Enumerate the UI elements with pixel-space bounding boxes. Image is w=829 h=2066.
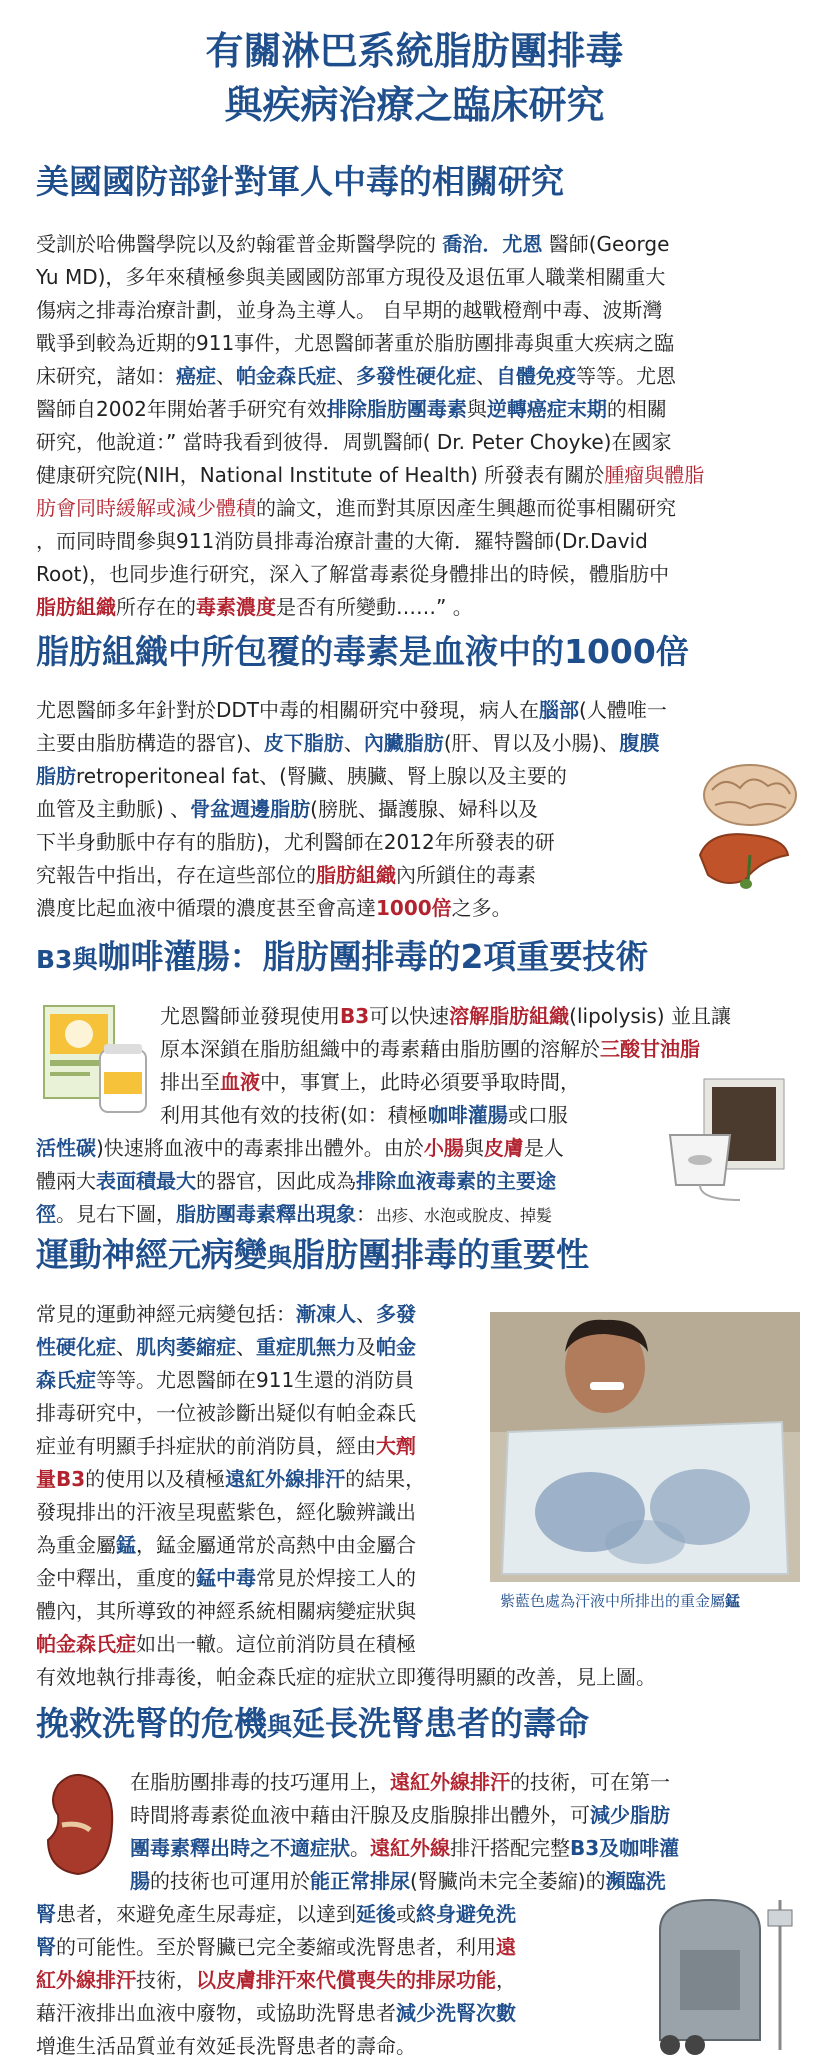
emphasis-text: 錳 — [116, 1533, 136, 1557]
body-text: 尤恩醫師並發現使用 — [160, 1004, 340, 1028]
body-text: 可以快速 — [369, 1004, 450, 1028]
section-5-body-indent — [130, 1766, 800, 1898]
text-line — [160, 1000, 800, 1033]
body-text: 體兩大 — [36, 1169, 96, 1193]
text-line — [36, 1931, 636, 1964]
body-text: 技術， — [136, 1968, 196, 1992]
text-line — [36, 360, 796, 393]
body-text: 、 — [336, 364, 356, 388]
emphasis-text: 咖啡灌腸 — [427, 1103, 508, 1127]
body-text: (肝、胃以及小腸)、 — [443, 731, 620, 755]
body-text: 增進生活品質並有效延長洗腎患者的壽命。 — [36, 2034, 416, 2058]
section-4-body — [36, 1298, 486, 1661]
heading-and: 與 — [267, 1243, 293, 1272]
text-line — [36, 393, 796, 426]
far-infrared-sauna-illustration — [640, 1890, 800, 2060]
emphasis-text: 排除脂肪團毒素 — [326, 397, 467, 421]
section-2-heading: 脂肪組織中所包覆的毒素是血液中的1000倍 — [36, 632, 689, 671]
body-text: 利用其他有效的技術(如：積極 — [160, 1103, 428, 1127]
emphasis-text: 溶解脂肪組織 — [449, 1004, 570, 1028]
emphasis-text: 紅外線排汗 — [36, 1968, 136, 1992]
body-text: 、 — [356, 1302, 376, 1326]
text-line — [36, 591, 796, 624]
body-text: 常見於焊接工人的 — [256, 1566, 416, 1590]
text-line — [36, 694, 796, 727]
body-text: 排毒研究中，一位被診斷出疑似有帕金森氏 — [36, 1401, 416, 1425]
section-3-heading — [36, 935, 648, 982]
emphasis-text: 多發 — [376, 1302, 416, 1326]
emphasis-text: 逆轉癌症末期 — [486, 397, 607, 421]
emphasis-text: 遠紅外線排汗 — [225, 1467, 346, 1491]
emphasis-text: 皮下脂肪 — [263, 731, 344, 755]
caption-emphasis: 錳 — [725, 1592, 741, 1610]
kidney-illustration — [40, 1770, 120, 1880]
body-text: 下半身動脈中存有的脂肪)，尤利醫師在2012年所發表的研 — [36, 830, 555, 854]
section-4-last-line — [36, 1661, 796, 1694]
text-line — [36, 1298, 486, 1331]
heading-and: 與 — [267, 1712, 293, 1741]
text-line — [130, 1832, 800, 1865]
body-text: ，而同時間參與911消防員排毒治療計畫的大衛．羅特醫師(Dr.David — [36, 529, 648, 553]
text-line — [36, 294, 796, 327]
text-line — [36, 228, 796, 261]
body-text: 所存在的 — [116, 595, 196, 619]
body-text: 的技術，可在第一 — [510, 1770, 670, 1794]
emphasis-text: B3及咖啡灌 — [570, 1836, 680, 1860]
section-2-body — [36, 694, 796, 925]
emphasis-text: 血液 — [220, 1070, 260, 1094]
emphasis-text: 腎 — [36, 1935, 56, 1959]
body-text: retroperitoneal fat、(腎臟、胰臟、腎上腺以及主要的 — [76, 764, 567, 788]
text-line — [36, 558, 796, 591]
heading-part-a: 運動神經元病變 — [36, 1235, 267, 1274]
body-text: 的器官，因此成為 — [196, 1169, 356, 1193]
body-text: 是人 — [523, 1136, 564, 1160]
text-line — [36, 1562, 486, 1595]
body-text: Yu MD)，多年來積極參與美國國防部軍方現役及退伍軍人職業相關重大 — [36, 265, 666, 289]
body-text: 究報告中指出，存在這些部位的 — [36, 863, 316, 887]
text-line — [36, 1661, 796, 1694]
emphasis-text: 帕金 — [376, 1335, 416, 1359]
text-line — [36, 1364, 486, 1397]
body-text: 戰爭到較為近期的911事件，尤恩醫師著重於脂肪團排毒與重大疾病之臨 — [36, 331, 675, 355]
text-line — [36, 727, 796, 760]
brain-liver-illustration — [690, 760, 800, 900]
body-text: 研究，他說道：” 當時我看到彼得．周凱醫師( Dr. Peter Choyke)在國家 — [36, 430, 672, 454]
text-line — [36, 327, 796, 360]
emphasis-text: 脂肪團毒素釋出現象 — [176, 1202, 356, 1226]
text-line — [36, 1628, 486, 1661]
page-title-line-1: 有關淋巴系統脂肪團排毒 — [205, 29, 624, 73]
emphasis-text: 遠紅外線排汗 — [390, 1770, 510, 1794]
body-text: 為重金屬 — [36, 1533, 116, 1557]
emphasis-text: 延後 — [356, 1902, 396, 1926]
emphasis-text: 肪會同時緩解或減少體積 — [36, 496, 256, 520]
body-text: 患者，來避免產生尿毒症，以達到 — [56, 1902, 356, 1926]
heading-b3: B3 — [36, 945, 73, 974]
emphasis-text: 瀕臨洗 — [605, 1869, 666, 1893]
text-line — [36, 261, 796, 294]
emphasis-text: 脂肪 — [36, 764, 76, 788]
emphasis-text: 脂肪組織 — [36, 595, 116, 619]
text-line — [36, 525, 796, 558]
emphasis-text: 帕金森氏症 — [36, 1632, 136, 1656]
caption-text: 紫藍色處為汗液中所排出的重金屬 — [500, 1592, 726, 1610]
heading-part-b: 延長洗腎患者的壽命 — [292, 1704, 590, 1743]
emphasis-text: 減少脂肪 — [590, 1803, 670, 1827]
emphasis-text: 多發性硬化症 — [356, 364, 476, 388]
text-line — [36, 1898, 636, 1931]
emphasis-text: 森氏症 — [36, 1368, 96, 1392]
firefighter-sweat-towel-photo — [490, 1312, 800, 1582]
body-text: 的可能性。至於腎臟已完全萎縮或洗腎患者，利用 — [56, 1935, 496, 1959]
body-text: 藉汗液排出血液中廢物，或協助洗腎患者 — [36, 2001, 396, 2025]
heading-and: 與 — [72, 945, 98, 974]
body-text: 或 — [396, 1902, 416, 1926]
text-line — [36, 793, 796, 826]
emphasis-text: 重症肌無力 — [256, 1335, 356, 1359]
body-text: ，錳金屬通常於高熱中由金屬合 — [136, 1533, 416, 1557]
body-text: 健康研究院(NIH，National Institute of Health) 所發表有關於 — [36, 463, 605, 487]
body-text: 、 — [216, 364, 236, 388]
text-line — [36, 1997, 636, 2030]
heading-part-b: 脂肪團排毒的重要性 — [292, 1235, 590, 1274]
emphasis-text: 徑 — [36, 1202, 56, 1226]
emphasis-text: 以皮膚排汗來代償喪失的排尿功能 — [196, 1968, 496, 1992]
body-text: 的結果， — [345, 1467, 426, 1491]
body-text: (腎臟尚未完全萎縮)的 — [410, 1869, 606, 1893]
emphasis-text: 漸凍人 — [296, 1302, 356, 1326]
emphasis-text: 遠紅外線 — [370, 1836, 450, 1860]
emphasis-text: 排除血液毒素的主要途 — [356, 1169, 556, 1193]
emphasis-text: 三酸甘油脂 — [600, 1037, 700, 1061]
text-line — [36, 426, 796, 459]
body-text: 時間將毒素從血液中藉由汗腺及皮脂腺排出體外，可 — [130, 1803, 590, 1827]
body-text: 排出至 — [160, 1070, 220, 1094]
emphasis-text: 腦部 — [539, 698, 580, 722]
body-text: 與 — [463, 1136, 484, 1160]
emphasis-text: B3 — [340, 1004, 370, 1028]
heading-part-a: 挽救洗腎的危機 — [36, 1704, 267, 1743]
body-text: 醫師(George — [542, 232, 670, 256]
text-line — [36, 1496, 486, 1529]
body-text: 內所鎖住的毒素 — [396, 863, 536, 887]
body-text: Root)，也同步進行研究，深入了解當毒素從身體排出的時候，體脂肪中 — [36, 562, 670, 586]
text-line — [36, 892, 796, 925]
section-1-heading: 美國國防部針對軍人中毒的相關研究 — [36, 162, 564, 201]
section-5-heading — [36, 1702, 589, 1749]
body-text: 的使用以及積極 — [85, 1467, 226, 1491]
emphasis-text: 腸 — [130, 1869, 150, 1893]
text-line — [36, 1964, 636, 1997]
body-text: ， — [496, 1968, 516, 1992]
body-text: 之多。 — [451, 896, 512, 920]
emphasis-text: 皮膚 — [483, 1136, 524, 1160]
text-line — [36, 1463, 486, 1496]
body-text: 等等。尤恩醫師在911生還的消防員 — [96, 1368, 415, 1392]
body-text: 的技術也可運用於 — [150, 1869, 310, 1893]
emphasis-text: 骨盆週邊脂肪 — [190, 797, 311, 821]
emphasis-text: 量B3 — [36, 1467, 86, 1491]
section-5-body — [36, 1898, 636, 2063]
body-text: 主要由脂肪構造的器官)、 — [36, 731, 264, 755]
body-text: 、 — [476, 364, 496, 388]
body-text: 傷病之排毒治療計劃，並身為主導人。 自早期的越戰橙劑中毒、波斯灣 — [36, 298, 663, 322]
body-text: 醫師自2002年開始著手研究有效 — [36, 397, 327, 421]
emphasis-text: 終身避免洗 — [416, 1902, 516, 1926]
emphasis-text: 喬治．尤恩 — [442, 232, 543, 256]
body-text: 或口服 — [507, 1103, 568, 1127]
emphasis-text: 1000倍 — [376, 896, 452, 920]
body-text: 受訓於哈佛醫學院以及約翰霍普金斯醫學院的 — [36, 232, 443, 256]
body-text: 在脂肪團排毒的技巧運用上， — [130, 1770, 390, 1794]
coffee-enema-kit-illustration — [660, 1075, 800, 1205]
emphasis-text: 癌症 — [176, 364, 216, 388]
text-line — [160, 1033, 800, 1066]
body-text: )快速將血液中的毒素排出體外。由於 — [96, 1136, 424, 1160]
emphasis-text: 內臟脂肪 — [363, 731, 444, 755]
section-1-body — [36, 228, 796, 624]
body-text: 。 — [350, 1836, 370, 1860]
emphasis-text: 帕金森氏症 — [236, 364, 336, 388]
text-line — [36, 1331, 486, 1364]
page-title-line-2: 與疾病治療之臨床研究 — [224, 83, 605, 127]
body-text: (人體唯一 — [579, 698, 667, 722]
b3-product-illustration — [38, 1000, 158, 1120]
body-text: 尤恩醫師多年針對於DDT中毒的相關研究中發現，病人在 — [36, 698, 540, 722]
text-line — [36, 492, 796, 525]
emphasis-text: 能正常排尿 — [310, 1869, 410, 1893]
body-text: 與 — [466, 397, 487, 421]
body-text: 床研究，諸如： — [36, 364, 176, 388]
emphasis-text: 出疹、水泡或脫皮、掉髮 — [376, 1206, 553, 1225]
text-line — [36, 826, 796, 859]
body-text: 濃度比起血液中循環的濃度甚至會高達 — [36, 896, 376, 920]
text-line — [36, 2030, 636, 2063]
body-text: 、 — [236, 1335, 256, 1359]
emphasis-text: 脂肪組織 — [316, 863, 396, 887]
emphasis-text: 腫瘤與體脂 — [604, 463, 705, 487]
body-text: 的論文，進而對其原因產生興趣而從事相關研究 — [256, 496, 676, 520]
emphasis-text: 減少洗腎次數 — [396, 2001, 516, 2025]
body-text: 血管及主動脈) 、 — [36, 797, 191, 821]
body-text: 症並有明顯手抖症狀的前消防員，經由 — [36, 1434, 376, 1458]
text-line — [36, 760, 796, 793]
body-text: 、 — [116, 1335, 136, 1359]
body-text: ： — [356, 1202, 376, 1226]
body-text: 等等。尤恩 — [576, 364, 676, 388]
section-4-heading — [36, 1233, 589, 1280]
body-text: 、 — [343, 731, 364, 755]
text-line — [36, 1397, 486, 1430]
emphasis-text: 腎 — [36, 1902, 56, 1926]
emphasis-text: 自體免疫 — [496, 364, 576, 388]
text-line — [130, 1766, 800, 1799]
emphasis-text: 小腸 — [423, 1136, 464, 1160]
body-text: 金中釋出，重度的 — [36, 1566, 196, 1590]
emphasis-text: 表面積最大 — [96, 1169, 196, 1193]
emphasis-text: 遠 — [496, 1935, 516, 1959]
body-text: 。見右下圖， — [56, 1202, 176, 1226]
text-line — [36, 1430, 486, 1463]
body-text: 常見的運動神經元病變包括： — [36, 1302, 296, 1326]
photo-caption — [500, 1590, 740, 1611]
text-line — [36, 859, 796, 892]
body-text: 是否有所變動……” 。 — [276, 595, 473, 619]
text-line — [36, 1595, 486, 1628]
text-line — [36, 459, 796, 492]
body-text: (膀胱、攝護腺、婦科以及 — [310, 797, 538, 821]
body-text: 有效地執行排毒後，帕金森氏症的症狀立即獲得明顯的改善，見上圖。 — [36, 1665, 656, 1689]
body-text: 及 — [356, 1335, 376, 1359]
body-text: 的相關 — [606, 397, 667, 421]
emphasis-text: 團毒素釋出時之不適症狀 — [130, 1836, 350, 1860]
emphasis-text: 腹膜 — [619, 731, 660, 755]
emphasis-text: 肌肉萎縮症 — [136, 1335, 236, 1359]
emphasis-text: 活性碳 — [36, 1136, 96, 1160]
emphasis-text: 錳中毒 — [196, 1566, 256, 1590]
body-text: 原本深鎖在脂肪組織中的毒素藉由脂肪團的溶解於 — [160, 1037, 600, 1061]
body-text: 發現排出的汗液呈現藍紫色，經化驗辨識出 — [36, 1500, 416, 1524]
emphasis-text: 性硬化症 — [36, 1335, 116, 1359]
emphasis-text: 毒素濃度 — [196, 595, 276, 619]
text-line — [36, 1529, 486, 1562]
emphasis-text: 大劑 — [376, 1434, 416, 1458]
body-text: 中，事實上，此時必須要爭取時間， — [260, 1070, 580, 1094]
body-text: 如出一轍。這位前消防員在積極 — [136, 1632, 416, 1656]
heading-rest: 咖啡灌腸：脂肪團排毒的2項重要技術 — [97, 937, 649, 976]
body-text: (lipolysis) 並且讓 — [569, 1004, 731, 1028]
body-text: 排汗搭配完整 — [450, 1836, 570, 1860]
body-text: 體內，其所導致的神經系統相關病變症狀與 — [36, 1599, 416, 1623]
text-line — [130, 1799, 800, 1832]
